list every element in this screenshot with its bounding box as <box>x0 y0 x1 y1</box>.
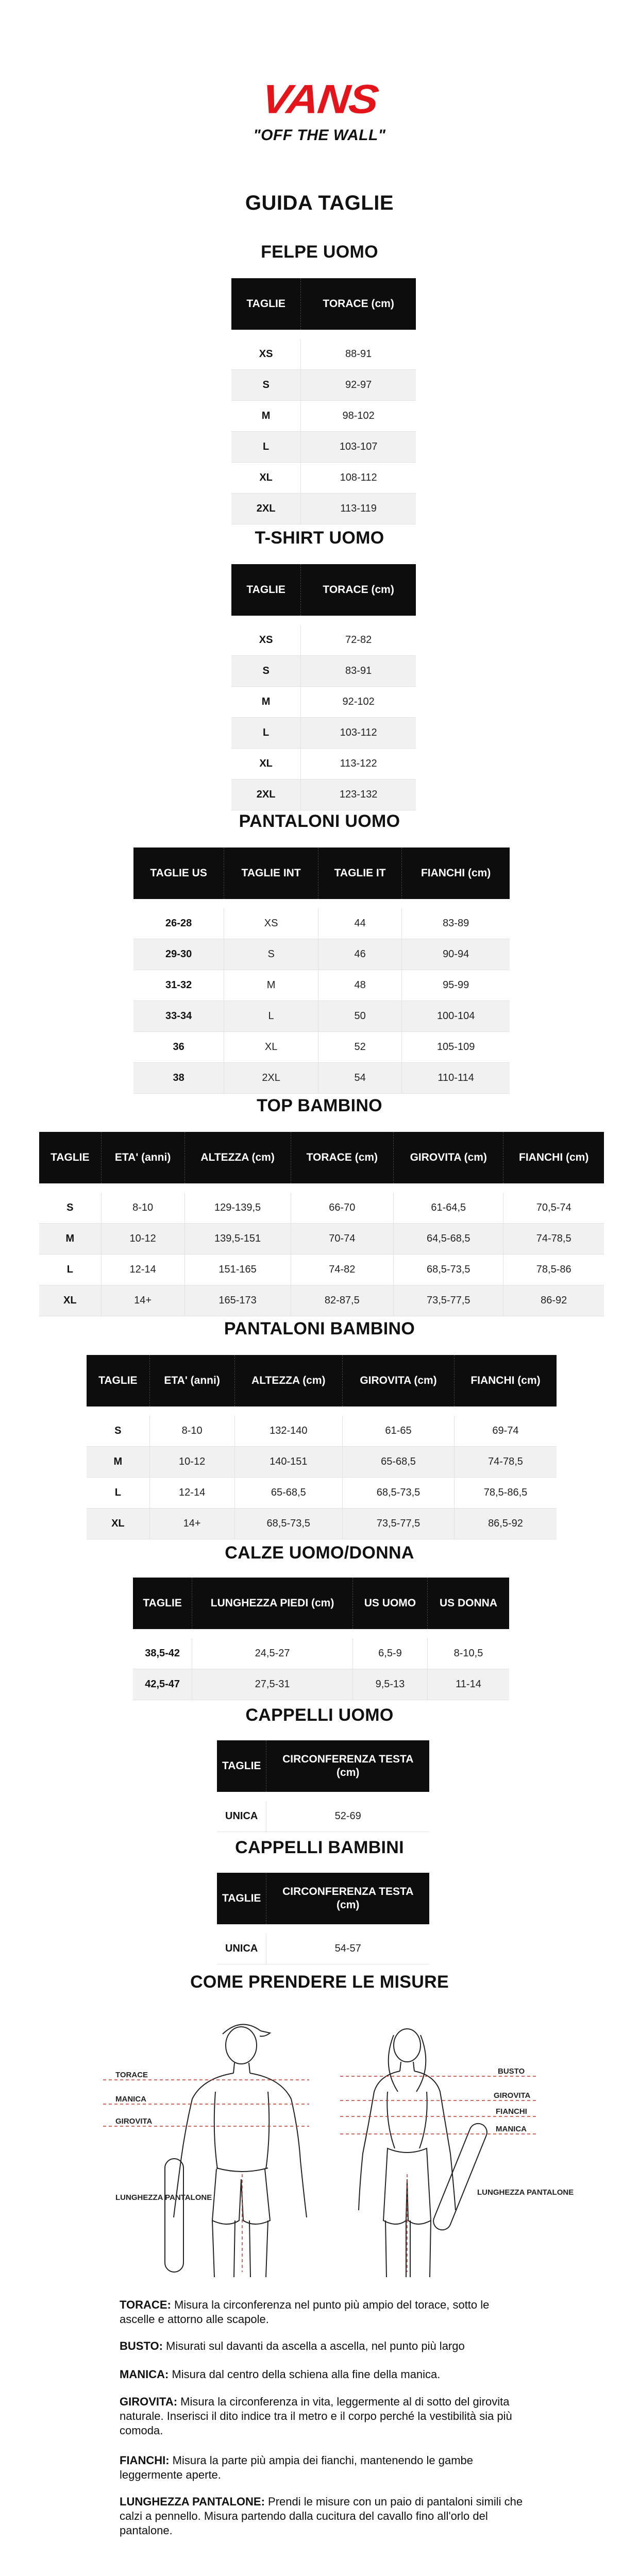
column-header: FIANCHI (cm) <box>402 848 510 899</box>
value-cell: 92-102 <box>301 687 416 718</box>
value-cell: 54-57 <box>266 1934 429 1964</box>
value-cell: 24,5-27 <box>192 1638 353 1669</box>
value-cell: 86-92 <box>503 1285 604 1316</box>
value-cell: 74-78,5 <box>503 1224 604 1255</box>
label-manica-left: MANICA <box>115 2095 146 2104</box>
label-girovita-right: GIROVITA <box>494 2091 531 2100</box>
table-row <box>231 339 416 370</box>
value-cell: 78,5-86,5 <box>454 1478 557 1509</box>
table-row <box>87 1509 557 1539</box>
measure-item-manica: MANICA: Misura dal centro della schiena alla fine della manica. <box>120 2368 441 2381</box>
table-row <box>87 1416 557 1447</box>
column-header: CIRCONFERENZA TESTA (cm) <box>266 1873 429 1924</box>
value-cell: 92-97 <box>301 370 416 401</box>
value-cell: 14+ <box>101 1285 184 1316</box>
brand-name: VANS <box>259 76 380 123</box>
size-cell: 2XL <box>231 779 301 810</box>
table-row <box>231 656 416 687</box>
brand-tagline: "OFF THE WALL" <box>253 127 386 144</box>
column-header: TAGLIE <box>231 278 301 330</box>
table-row <box>87 1478 557 1509</box>
value-cell: 10-12 <box>149 1447 234 1478</box>
size-cell: M <box>231 687 301 718</box>
size-cell: S <box>87 1416 149 1447</box>
table-calze <box>133 1578 509 1700</box>
table-row <box>133 1638 509 1669</box>
table-row <box>231 749 416 779</box>
value-cell: 100-104 <box>402 1001 510 1032</box>
value-cell: 103-107 <box>301 432 416 463</box>
value-cell: 98-102 <box>301 401 416 432</box>
value-cell: 68,5-73,5 <box>394 1255 503 1285</box>
size-cell: 29-30 <box>133 939 224 970</box>
column-header: ALTEZZA (cm) <box>184 1132 291 1183</box>
value-cell: 165-173 <box>184 1285 291 1316</box>
table-row <box>39 1255 604 1285</box>
value-cell: 52 <box>318 1032 401 1063</box>
male-figure-illustration <box>165 2024 307 2277</box>
label-manica-right: MANICA <box>496 2125 527 2133</box>
measure-item-lunghezza: LUNGHEZZA PANTALONE: Prendi le misure con un paio di pantaloni simili che calzi a pennello. Misura partendo dalla cucitura del cavallo fino all'orlo del pantalone. <box>120 2495 523 2537</box>
column-header: TAGLIE IT <box>318 848 401 899</box>
column-header: TAGLIE <box>133 1578 192 1629</box>
size-cell: 36 <box>133 1032 224 1063</box>
table-row <box>217 1934 429 1964</box>
value-cell: 88-91 <box>301 339 416 370</box>
value-cell: 6,5-9 <box>352 1638 427 1669</box>
section-title-pantaloni-bambino: PANTALONI BAMBINO <box>224 1319 415 1338</box>
table-row <box>133 1669 509 1700</box>
value-cell: 73,5-77,5 <box>394 1285 503 1316</box>
value-cell: 90-94 <box>402 939 510 970</box>
table-row <box>133 939 510 970</box>
value-cell: S <box>224 939 318 970</box>
value-cell: 12-14 <box>101 1255 184 1285</box>
value-cell: 83-89 <box>402 908 510 939</box>
table-row <box>39 1193 604 1224</box>
section-title-measure: COME PRENDERE LE MISURE <box>190 1972 449 1992</box>
value-cell: 10-12 <box>101 1224 184 1255</box>
table-row <box>231 494 416 524</box>
label-busto: BUSTO <box>498 2067 525 2076</box>
value-cell: 66-70 <box>291 1193 394 1224</box>
table-cappelli-uomo <box>217 1740 429 1832</box>
value-cell: 52-69 <box>266 1801 429 1832</box>
size-cell: 38 <box>133 1063 224 1094</box>
value-cell: 61-64,5 <box>394 1193 503 1224</box>
table-row <box>39 1224 604 1255</box>
size-cell: 38,5-42 <box>133 1638 192 1669</box>
value-cell: 105-109 <box>402 1032 510 1063</box>
section-title-calze: CALZE UOMO/DONNA <box>225 1543 414 1563</box>
label-fianchi: FIANCHI <box>496 2107 527 2116</box>
column-header: GIROVITA (cm) <box>343 1355 455 1406</box>
table-row <box>133 908 510 939</box>
column-header: LUNGHEZZA PIEDI (cm) <box>192 1578 353 1629</box>
label-torace: TORACE <box>115 2071 148 2079</box>
value-cell: 9,5-13 <box>352 1669 427 1700</box>
label-lunghezza-right: LUNGHEZZA PANTALONE <box>477 2188 574 2197</box>
table-tshirt-uomo <box>231 564 416 810</box>
value-cell: 110-114 <box>402 1063 510 1094</box>
value-cell: M <box>224 970 318 1001</box>
column-header: TAGLIE <box>39 1132 101 1183</box>
size-cell: S <box>231 370 301 401</box>
table-row <box>231 463 416 494</box>
size-cell: XL <box>231 463 301 494</box>
value-cell: 11-14 <box>428 1669 510 1700</box>
measure-item-fianchi: FIANCHI: Misura la parte più ampia dei fianchi, mantenendo le gambe leggermente aperte. <box>120 2454 474 2482</box>
value-cell: 73,5-77,5 <box>343 1509 455 1539</box>
column-header: CIRCONFERENZA TESTA (cm) <box>266 1740 429 1792</box>
value-cell: 70,5-74 <box>503 1193 604 1224</box>
female-figure-illustration <box>359 2029 490 2277</box>
column-header: FIANCHI (cm) <box>503 1132 604 1183</box>
value-cell: 72-82 <box>301 625 416 656</box>
value-cell: XS <box>224 908 318 939</box>
value-cell: 27,5-31 <box>192 1669 353 1700</box>
page-title: GUIDA TAGLIE <box>245 192 394 214</box>
female-measure-lines <box>340 2076 536 2272</box>
table-row <box>231 432 416 463</box>
table-row <box>133 1032 510 1063</box>
size-cell: 42,5-47 <box>133 1669 192 1700</box>
value-cell: 65-68,5 <box>343 1447 455 1478</box>
value-cell: 64,5-68,5 <box>394 1224 503 1255</box>
value-cell: 61-65 <box>343 1416 455 1447</box>
value-cell: 65-68,5 <box>234 1478 342 1509</box>
value-cell: 44 <box>318 908 401 939</box>
value-cell: 74-82 <box>291 1255 394 1285</box>
table-row <box>133 1063 510 1094</box>
section-title-pantaloni-uomo: PANTALONI UOMO <box>239 811 400 831</box>
size-cell: XL <box>231 749 301 779</box>
column-header: ETA' (anni) <box>149 1355 234 1406</box>
size-cell: XS <box>231 339 301 370</box>
table-row <box>231 687 416 718</box>
value-cell: 113-122 <box>301 749 416 779</box>
column-header: TORACE (cm) <box>301 278 416 330</box>
column-header: TAGLIE <box>217 1873 266 1924</box>
brand-logo <box>0 77 639 144</box>
size-cell: UNICA <box>217 1801 266 1832</box>
value-cell: 48 <box>318 970 401 1001</box>
size-cell: L <box>39 1255 101 1285</box>
section-title-top-bambino: TOP BAMBINO <box>257 1096 382 1115</box>
table-cappelli-bambini <box>217 1873 429 1964</box>
size-cell: XL <box>39 1285 101 1316</box>
measure-item-busto: BUSTO: Misurati sul davanti da ascella a ascella, nel punto più largo <box>120 2340 465 2352</box>
column-header: TAGLIE <box>87 1355 149 1406</box>
value-cell: 123-132 <box>301 779 416 810</box>
column-header: TAGLIE <box>217 1740 266 1792</box>
table-top-bambino <box>39 1132 604 1316</box>
size-cell: XL <box>87 1509 149 1539</box>
table-felpe-uomo <box>231 278 416 524</box>
value-cell: 68,5-73,5 <box>343 1478 455 1509</box>
table-row <box>217 1801 429 1832</box>
table-row <box>87 1447 557 1478</box>
value-cell: 70-74 <box>291 1224 394 1255</box>
size-cell: 31-32 <box>133 970 224 1001</box>
value-cell: 151-165 <box>184 1255 291 1285</box>
value-cell: 54 <box>318 1063 401 1094</box>
value-cell: 129-139,5 <box>184 1193 291 1224</box>
table-row <box>231 779 416 810</box>
size-cell: 26-28 <box>133 908 224 939</box>
male-measure-lines <box>103 2080 309 2272</box>
value-cell: 132-140 <box>234 1416 342 1447</box>
size-cell: M <box>231 401 301 432</box>
value-cell: 113-119 <box>301 494 416 524</box>
value-cell: 69-74 <box>454 1416 557 1447</box>
measure-item-torace: TORACE: Misura la circonferenza nel punto più ampio del torace, sotto le ascelle e attorno alle scapole. <box>120 2298 490 2326</box>
value-cell: 12-14 <box>149 1478 234 1509</box>
size-cell: 2XL <box>231 494 301 524</box>
size-cell: L <box>87 1478 149 1509</box>
section-title-tshirt-uomo: T-SHIRT UOMO <box>255 528 384 548</box>
size-cell: L <box>231 718 301 749</box>
table-row <box>133 1001 510 1032</box>
value-cell: 46 <box>318 939 401 970</box>
measure-item-girovita: GIROVITA: Misura la circonferenza in vita, leggermente al di sotto del girovita naturale. Inserisci il dito indice tra il metro e il corpo perché la vestibilità sia più comoda. <box>120 2395 512 2437</box>
value-cell: L <box>224 1001 318 1032</box>
value-cell: 139,5-151 <box>184 1224 291 1255</box>
section-title-cappelli-bambini: CAPPELLI BAMBINI <box>235 1838 404 1857</box>
column-header: GIROVITA (cm) <box>394 1132 503 1183</box>
size-cell: S <box>39 1193 101 1224</box>
table-row <box>231 625 416 656</box>
column-header: US DONNA <box>428 1578 510 1629</box>
table-row <box>231 401 416 432</box>
column-header: TORACE (cm) <box>291 1132 394 1183</box>
value-cell: 95-99 <box>402 970 510 1001</box>
value-cell: 2XL <box>224 1063 318 1094</box>
column-header: ALTEZZA (cm) <box>234 1355 342 1406</box>
label-lunghezza-left: LUNGHEZZA PANTALONE <box>115 2193 212 2202</box>
value-cell: 83-91 <box>301 656 416 687</box>
section-title-cappelli-uomo: CAPPELLI UOMO <box>245 1705 394 1725</box>
value-cell: 8-10,5 <box>428 1638 510 1669</box>
table-row <box>133 970 510 1001</box>
column-header: FIANCHI (cm) <box>454 1355 557 1406</box>
value-cell: 82-87,5 <box>291 1285 394 1316</box>
table-pantaloni-uomo <box>133 848 510 1094</box>
value-cell: 50 <box>318 1001 401 1032</box>
value-cell: 108-112 <box>301 463 416 494</box>
section-title-felpe-uomo: FELPE UOMO <box>261 242 378 262</box>
value-cell: 78,5-86 <box>503 1255 604 1285</box>
value-cell: 140-151 <box>234 1447 342 1478</box>
column-header: TAGLIE INT <box>224 848 318 899</box>
value-cell: 103-112 <box>301 718 416 749</box>
value-cell: XL <box>224 1032 318 1063</box>
label-girovita-left: GIROVITA <box>115 2117 153 2126</box>
size-cell: S <box>231 656 301 687</box>
size-cell: XS <box>231 625 301 656</box>
value-cell: 8-10 <box>101 1193 184 1224</box>
value-cell: 14+ <box>149 1509 234 1539</box>
table-row <box>231 370 416 401</box>
size-cell: 33-34 <box>133 1001 224 1032</box>
column-header: US UOMO <box>352 1578 427 1629</box>
column-header: TORACE (cm) <box>301 564 416 616</box>
table-row <box>39 1285 604 1316</box>
column-header: TAGLIE US <box>133 848 224 899</box>
value-cell: 86,5-92 <box>454 1509 557 1539</box>
size-cell: M <box>39 1224 101 1255</box>
size-cell: M <box>87 1447 149 1478</box>
value-cell: 8-10 <box>149 1416 234 1447</box>
column-header: ETA' (anni) <box>101 1132 184 1183</box>
value-cell: 68,5-73,5 <box>234 1509 342 1539</box>
table-row <box>231 718 416 749</box>
size-cell: UNICA <box>217 1934 266 1964</box>
measure-illustration <box>0 2004 639 2293</box>
column-header: TAGLIE <box>231 564 301 616</box>
table-pantaloni-bambino <box>87 1355 557 1539</box>
value-cell: 74-78,5 <box>454 1447 557 1478</box>
size-cell: L <box>231 432 301 463</box>
